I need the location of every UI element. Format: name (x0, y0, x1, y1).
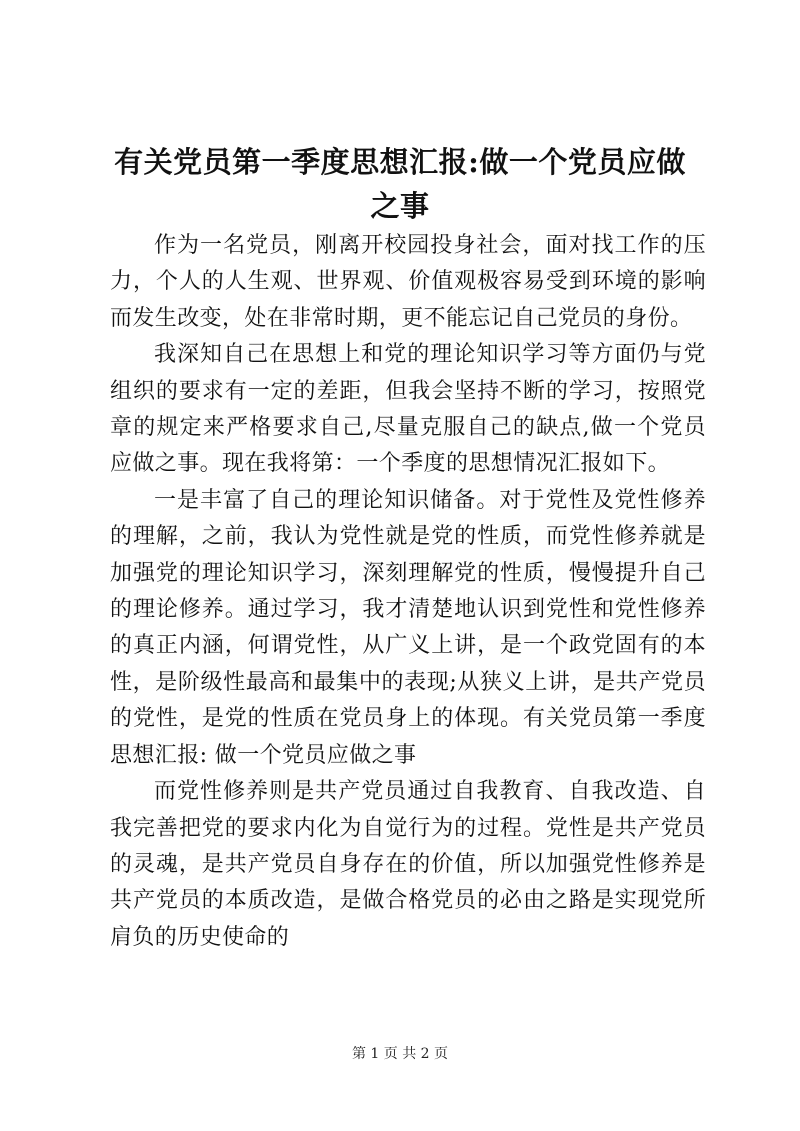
document-title: 有关党员第一季度思想汇报:做一个党员应做之事 (114, 145, 686, 223)
document-body (110, 228, 706, 956)
paragraph-3: 一是丰富了自己的理论知识储备。对于党性及党性修养的理解，之前，我认为党性就是党的性质，而党性修养就是加强党的理论知识学习，深刻理解党的性质，慢慢提升自己的理论修养。通过学习，我才清楚地认识到党性和党性修养的真正内涵，何谓党性，从广义上讲，是一个政党固有的本性，是阶级性最高和最集中的表现;从狭义上讲，是共产党员的党性，是党的性质在党员身上的体现。有关党员第一季度思想汇报: 做一个党员应做之事 (110, 487, 706, 768)
page-footer: 第 1 页 共 2 页 (351, 1046, 449, 1062)
paragraph-1: 作为一名党员，刚离开校园投身社会，面对找工作的压力，个人的人生观、世界观、价值观极容易受到环境的影响而发生改变，处在非常时期，更不能忘记自己党员的身份。 (110, 233, 706, 331)
paragraph-4: 而党性修养则是共产党员通过自我教育、自我改造、自我完善把党的要求内化为自觉行为的过程。党性是共产党员的灵魂，是共产党员自身存在的价值，所以加强党性修养是共产党员的本质改造，是做合格党员的必由之路是实现党所肩负的历史使命的 (110, 779, 706, 950)
paragraph-2: 我深知自己在思想上和党的理论知识学习等方面仍与党组织的要求有一定的差距，但我会坚持不断的学习，按照党章的规定来严格要求自己,尽量克服自己的缺点,做一个党员应做之事。现在我将第：一个季度的思想情况汇报如下。 (110, 342, 706, 477)
